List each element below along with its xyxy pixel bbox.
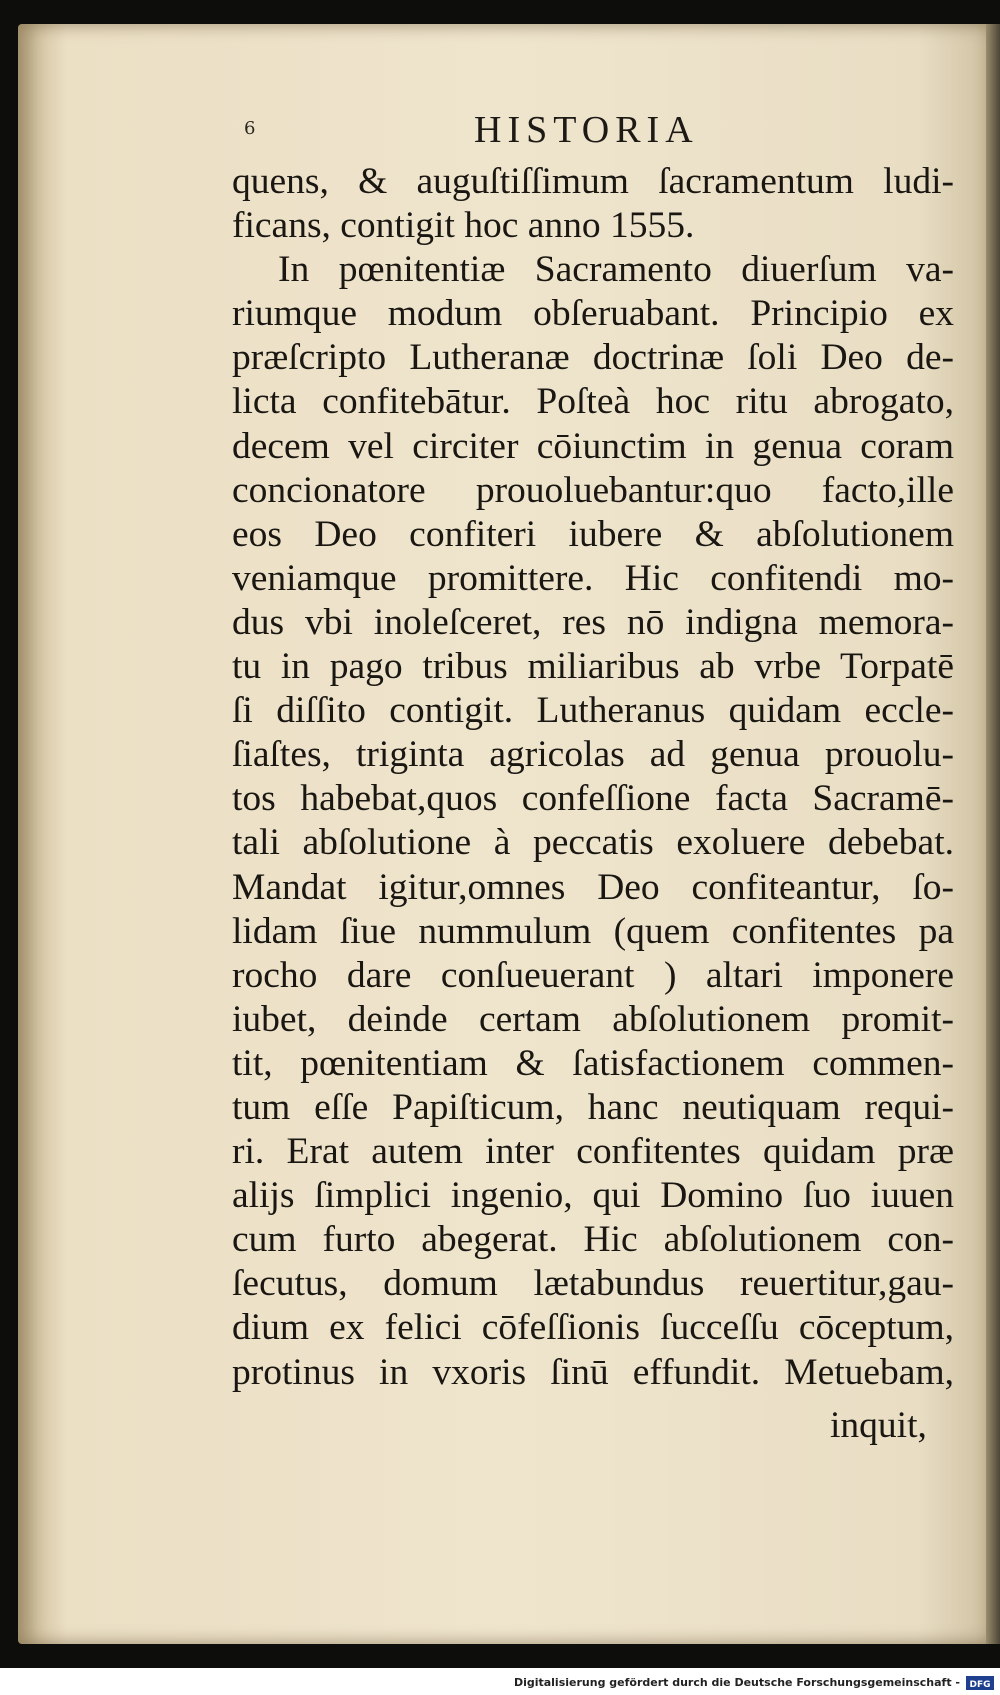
digitization-footer bbox=[0, 1673, 1000, 1695]
text-line: eos Deo confiteri iubere & abſolutionem bbox=[232, 513, 954, 555]
text-line: quens, & auguſtiſſimum ſacramentum ludi- bbox=[232, 161, 954, 202]
dfg-logo-text: DFG bbox=[969, 1680, 991, 1690]
text-line: dium ex felici cōfeſſionis ſucceſſu cōceptum, bbox=[232, 1307, 954, 1349]
running-head bbox=[232, 108, 952, 152]
text-line: tit, pœnitentiam & ſatisfactionem commen- bbox=[232, 1042, 954, 1084]
text-line: præſcripto Lutheranæ doctrinæ ſoli Deo de- bbox=[232, 337, 954, 379]
text-line: rocho dare conſueuerant ) altari imponere bbox=[232, 954, 954, 996]
text-line: tos habebat,quos confeſſione facta Sacramē- bbox=[232, 778, 954, 820]
text-line: ſi diſſito contigit. Lutheranus quidam eccle- bbox=[232, 690, 954, 732]
text-line: ſiaſtes, triginta agricolas ad genua prouolu- bbox=[232, 734, 954, 776]
body-text bbox=[232, 160, 954, 1395]
text-line: dus vbi inoleſceret, res nō indigna memora- bbox=[232, 601, 954, 643]
text-line: protinus in vxoris ſinū effundit. Metuebam, bbox=[232, 1351, 954, 1393]
text-line: alijs ſimplici ingenio, qui Domino ſuo iuuen bbox=[232, 1175, 954, 1217]
text-line: ſecutus, domum lætabundus reuertitur,gau- bbox=[232, 1263, 954, 1305]
text-line: ficans, contigit hoc anno 1555. bbox=[232, 205, 695, 247]
text-line: tali abſolutione à peccatis exoluere debebat. bbox=[232, 822, 954, 864]
text-line: cum furto abegerat. Hic abſolutionem con- bbox=[232, 1219, 954, 1261]
text-line: iubet, deinde certam abſolutionem promit- bbox=[232, 998, 954, 1040]
text-line: ri. Erat autem inter confitentes quidam præ bbox=[232, 1131, 954, 1173]
running-head-title: HISTORIA bbox=[474, 109, 699, 151]
text-line: In pœnitentiæ Sacramento diuerſum va- bbox=[278, 249, 954, 291]
catchword: inquit, bbox=[830, 1405, 927, 1446]
text-line: riumque modum obſeruabant. Principio ex bbox=[232, 293, 954, 335]
text-line: decem vel circiter cōiunctim in genua coram bbox=[232, 425, 954, 467]
text-line: tum eſſe Papiſticum, hanc neutiquam requi- bbox=[232, 1086, 954, 1128]
text-line: Mandat igitur,omnes Deo confiteantur, ſo- bbox=[232, 866, 954, 908]
footer-credit: Digitalisierung gefördert durch die Deutsche Forschungsgemeinschaft - bbox=[513, 1676, 960, 1689]
text-line: concionatore prouoluebantur:quo facto,ille bbox=[232, 469, 954, 511]
folio-number: 6 bbox=[244, 118, 256, 139]
text-line: tu in pago tribus miliaribus ab vrbe Torpatē bbox=[232, 646, 954, 688]
dfg-logo-icon bbox=[966, 1676, 994, 1690]
text-line: licta confitebātur. Poſteà hoc ritu abrogato, bbox=[232, 381, 954, 423]
text-line: lidam ſiue nummulum (quem confitentes pa bbox=[232, 910, 954, 952]
page-edge bbox=[986, 24, 1000, 1644]
text-line: veniamque promittere. Hic confitendi mo- bbox=[232, 557, 954, 599]
